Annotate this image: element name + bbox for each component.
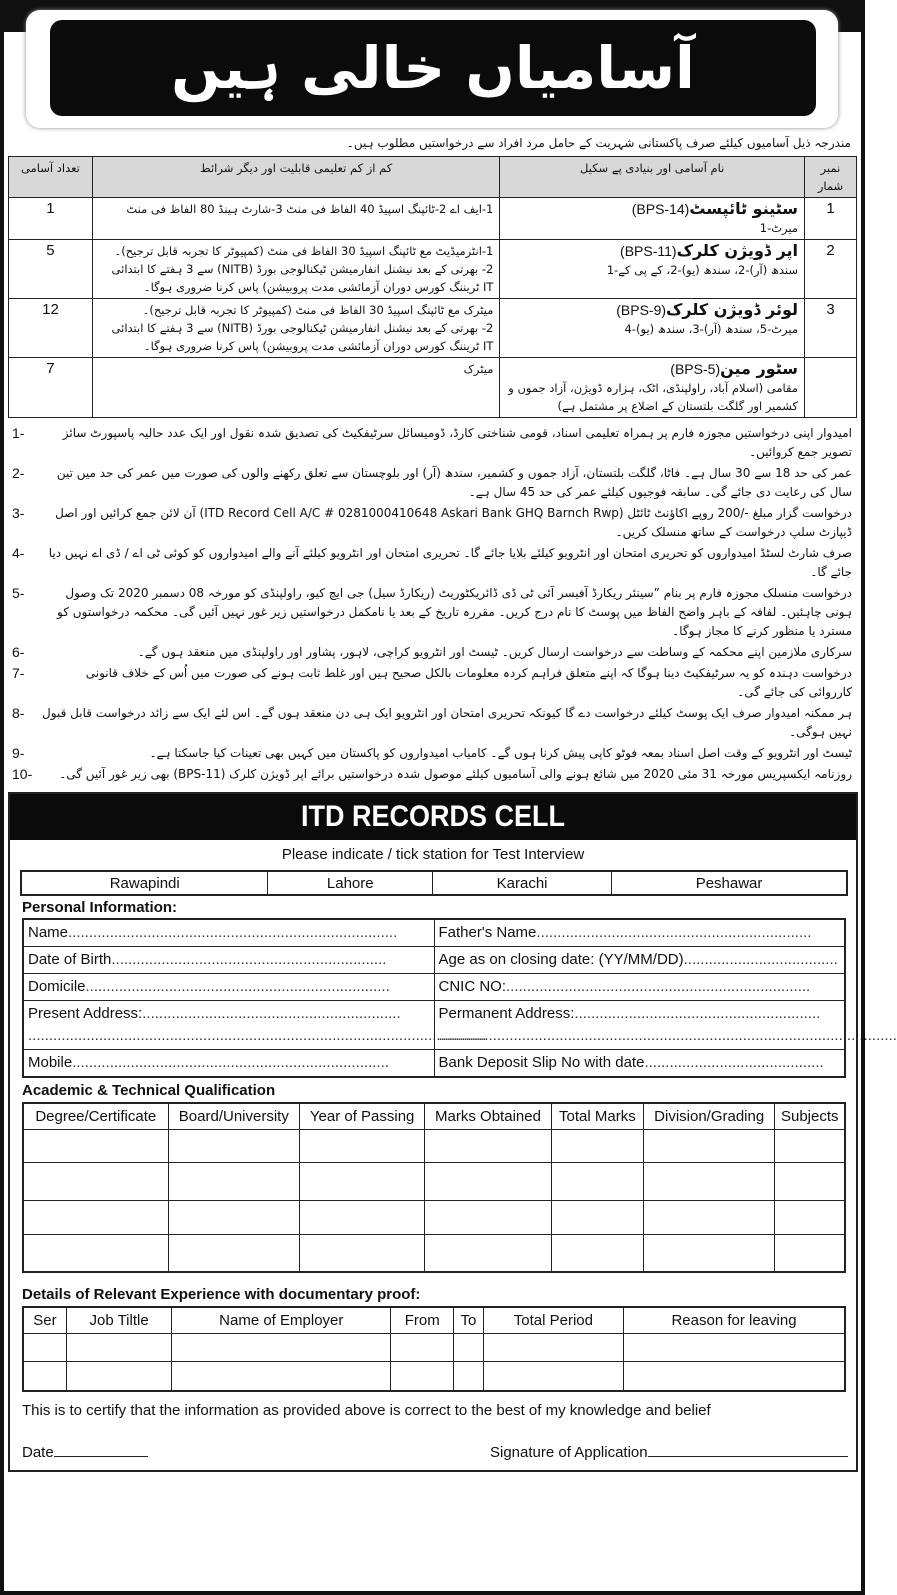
post-cell [500,198,805,240]
column-header: Board/University [168,1103,300,1129]
header-count: تعداد آسامی [9,157,93,198]
note-item [12,765,852,784]
field-label: Permanent Address: [438,1005,575,1022]
entry-cell[interactable] [483,1333,623,1361]
column-header: Total Period [483,1307,623,1333]
entry-cell[interactable] [23,1200,168,1234]
post-title-line [506,242,798,261]
note-text: ٹیسٹ اور انٹرویو کے وقت اصل اسناد بمعہ فوٹو کاپی پیش کرنا ہوں گے۔ کامیاب امیدواروں کو پاکستان میں کہیں بھی تعینات کیا جاسکتا ہے۔ [149,746,852,760]
entry-cell[interactable] [643,1129,775,1162]
post-title-line [506,200,798,219]
post-quota: میرٹ-5، سندھ (آر)-3، سندھ (یو)-4 [624,322,799,336]
entry-cell[interactable] [168,1200,300,1234]
entry-cell[interactable] [23,1361,66,1391]
personal-field[interactable]: CNIC NO:......................................................................... [434,974,845,1001]
note-number: 10- [12,766,33,782]
personal-info-table [22,918,897,1078]
qualification-line: میٹرک مع ٹائپنگ اسپیڈ 30 الفاظ فی منٹ (کمپیوٹر کا تجربہ قابل ترجیح)۔ [142,303,494,317]
post-count: 7 [9,358,93,418]
entry-cell[interactable] [775,1234,845,1272]
note-text: ہر ممکنہ امیدوار صرف ایک پوسٹ کیلئے درخواست دے گا کیونکہ تحریری امتحان اور انٹرویو ایک ہی دن منعقد ہوں گے۔ اس لئے ایک سے زائد درخواست قابل قبول نہیں ہوگی۔ [42,706,852,739]
personal-row [23,1050,845,1078]
serial-number: 2 [805,240,857,299]
entry-cell[interactable] [300,1129,425,1162]
note-text: درخواست گزار مبلغ -/200 روپے اکاؤنٹ ٹائٹل (ITD Record Cell A/C # 0281000410648 Askari Bank GHQ Barnch Rwp) آن لائن جمع کرائیں اور اصل ڈیپازٹ سلپ درخواست کے ساتھ منسلک کریں۔ [55,506,852,539]
note-number: 3- [12,505,25,521]
note-number: 1- [12,425,25,441]
station-option-lahore[interactable]: Lahore [268,871,433,895]
blank-row [23,1129,845,1162]
note-text: عمر کی حد 18 سے 30 سال ہے۔ فاٹا، گلگت بلتستان، آزاد جموں و کشمیر، سندھ (آر) اور بلوچستان سے تعلق رکھنے والوں کی صورت میں عمر کی حد میں تین سال کی رعایت دی جائے گی۔ سابقہ فوجیوں کیلئے عمر کی حد 45 سال ہے۔ [56,466,852,499]
column-header: Year of Passing [300,1103,425,1129]
entry-cell[interactable] [454,1333,483,1361]
station-option-rawapindi[interactable]: Rawapindi [21,871,268,895]
station-option-karachi[interactable]: Karachi [433,871,612,895]
intro-text: مندرجہ ذیل آسامیوں کیلئے صرف پاکستانی شہریت کے حامل مرد افراد سے درخواستیں مطلوب ہیں۔ [346,136,851,150]
form-title: ITD RECORDS CELL [52,794,813,840]
personal-row [23,974,845,1001]
note-text: امیدوار اپنی درخواستیں مجوزہ فارم پر ہمراہ تعلیمی اسناد، قومی شناختی کارڈ، ڈومیسائل سرٹیفکیٹ کی تصدیق شدہ نقول اور ایک عدد حالیہ پاسپورٹ سائز تصویر جمع کروائیں۔ [62,426,852,459]
table-row [9,299,857,358]
post-quota: مقامی (اسلام آباد، راولپنڈی، اٹک، ہزارہ ڈویژن، آزاد جموں و کشمیر اور گلگت بلتستان کے اضلاع پر مشتمل ہے) [508,381,799,413]
post-title-line [506,360,798,379]
column-header: Job Tiltle [66,1307,171,1333]
station-prompt: Please indicate / tick station for Test Interview [281,846,585,863]
qualification-cell [92,358,499,418]
qualification-cell [92,198,499,240]
notes-list [12,424,852,784]
entry-cell[interactable] [483,1361,623,1391]
signature-label: Signature of Application [490,1444,648,1461]
personal-field[interactable]: Present Address:.............................................................. .............................................................................................................. [23,1001,434,1050]
note-item [12,664,852,702]
post-cell [500,358,805,418]
note-text: درخواست دہندہ کو یہ سرٹیفکیٹ دینا ہوگا کہ اپنے متعلق فراہم کردہ معلومات بالکل صحیح ہیں اور غلط ثابت ہونے کی صورت میں اُس کے خلاف قانونی کارروائی کی جائے گی۔ [85,666,852,699]
qualification-line: 1-انٹرمیڈیٹ مع ٹائپنگ اسپیڈ 30 الفاظ فی منٹ (کمپیوٹر کا تجربہ قابل ترجیح)۔ [114,244,494,258]
note-text: درخواست منسلک مجوزہ فارم پر بنام ”سینئر ریکارڈ آفیسر آئی ٹی ڈی ڈائریکٹوریٹ (ریکارڈ سیل) جی ایچ کیو، راولپنڈی کو مورخہ 08 دسمبر 2020 تک وصول ہونی چاہئیں۔ لفافہ کے باہر واضح الفاظ میں پوسٹ کا نام درج کریں۔ مقررہ تاریخ کے بعد یا نامکمل درخواستیں زیر غور نہیں آئیں گی۔ محکمہ درخواستوں کو مسترد یا منظور کرنے کا مجاز ہوگا۔ [57,586,852,638]
experience-table [22,1306,846,1392]
certify-text: This is to certify that the information as provided above is correct to the best of my knowledge and belief [22,1402,711,1419]
application-form [8,792,897,1472]
entry-cell[interactable] [23,1129,168,1162]
serial-number: 3 [805,299,857,358]
blank-row [23,1361,845,1391]
serial-number: 1 [805,198,857,240]
qualification-line: 1-ایف اے 2-ٹائپنگ اسپیڈ 40 الفاظ فی منٹ 3-شارٹ ہینڈ 80 الفاظ فی منٹ [126,202,494,216]
entry-cell[interactable] [425,1129,552,1162]
post-title-line [506,301,798,320]
field-label: CNIC NO: [438,978,506,995]
entry-cell[interactable] [23,1162,168,1200]
column-header: Ser [23,1307,66,1333]
entry-cell[interactable] [168,1129,300,1162]
post-title: اپر ڈویژن کلرک [676,241,799,260]
header-qualification: کم از کم تعلیمی قابلیت اور دیگر شرائط [92,157,499,198]
note-number: 2- [12,465,25,481]
entry-cell[interactable] [66,1333,171,1361]
column-header: Name of Employer [172,1307,391,1333]
date-label: Date [22,1444,54,1461]
entry-cell[interactable] [775,1200,845,1234]
station-table [20,870,848,896]
note-item [12,544,852,582]
entry-cell[interactable] [168,1162,300,1200]
entry-cell[interactable] [391,1361,454,1391]
personal-field[interactable]: Bank Deposit Slip No with date........................................... [434,1050,845,1078]
note-number: 5- [12,585,25,601]
qualification-cell [92,240,499,299]
post-title: سٹور مین [720,359,799,378]
post-count: 1 [9,198,93,240]
entry-cell[interactable] [775,1129,845,1162]
note-item [12,704,852,742]
entry-cell[interactable] [775,1162,845,1200]
note-item [12,643,852,662]
entry-cell[interactable] [454,1361,483,1391]
note-text: سرکاری ملازمین اپنے محکمہ کے وساطت سے درخواست ارسال کریں۔ ٹیسٹ اور انٹرویو کراچی، لاہور، پشاور اور راولپنڈی میں منعقد ہوں گے۔ [137,645,852,659]
post-bps: (BPS-14) [631,201,690,217]
header-row [23,1307,845,1333]
column-header: Subjects [775,1103,845,1129]
entry-cell[interactable] [551,1200,643,1234]
personal-row [23,1001,845,1050]
qualification-cell [92,299,499,358]
note-item [12,744,852,763]
vacancies-table [8,156,857,418]
column-header: From [391,1307,454,1333]
post-count: 5 [9,240,93,299]
post-cell [500,299,805,358]
entry-cell[interactable] [551,1234,643,1272]
entry-cell[interactable] [643,1234,775,1272]
personal-field[interactable]: Mobile............................................................................ [23,1050,434,1078]
academic-label: Academic & Technical Qualification [22,1082,276,1099]
note-number: 7- [12,665,25,681]
entry-cell[interactable] [168,1234,300,1272]
note-number: 9- [12,745,25,761]
field-label: Present Address: [28,1005,143,1022]
personal-row [23,947,845,974]
field-label: Date of Birth [28,951,112,968]
column-header: Reason for leaving [624,1307,845,1333]
header-row [23,1103,845,1129]
qualification-line: 2- بھرتی کے بعد نیشنل انفارمیشن ٹیکنالوجی بورڈ (NITB) سے 3 ہفتے کا ابتدائی IT ٹریننگ کورس دوران آزمائشی مدت پروبیشن) پاس کرنا ضروری ہوگا۔ [111,321,494,353]
column-header: To [454,1307,483,1333]
signature-field[interactable] [490,1444,848,1461]
entry-cell[interactable] [425,1234,552,1272]
note-number: 8- [12,705,25,721]
entry-cell[interactable] [551,1129,643,1162]
blank-row [23,1234,845,1272]
note-item [12,424,852,462]
qualification-line: 2- بھرتی کے بعد نیشنل انفارمیشن ٹیکنالوجی بورڈ (NITB) سے 3 ہفتے کا ابتدائی IT ٹریننگ کورس دوران آزمائشی مدت پروبیشن) پاس کرنا ضروری ہوگا۔ [111,262,494,294]
qualification-line: میٹرک [463,362,494,376]
page-title: آسامیاں خالی ہیں [50,20,816,116]
entry-cell[interactable] [643,1162,775,1200]
personal-field[interactable]: Age as on closing date: (YY/MM/DD)..................................... [434,947,845,974]
note-number: 4- [12,545,25,561]
table-row [9,198,857,240]
field-label: Age as on closing date: (YY/MM/DD) [438,951,684,968]
field-label: Bank Deposit Slip No with date [438,1054,645,1071]
entry-cell[interactable] [425,1200,552,1234]
note-text: صرف شارٹ لسٹڈ امیدواروں کو تحریری امتحان اور انٹرویو کیلئے بلایا جائے گا۔ تحریری امتحان اور انٹرویو کیلئے آنے والے امیدواروں کو کوئی ٹی اے / ڈی اے نہیں دیا جائے گا۔ [48,546,852,579]
note-item [12,584,852,641]
blank-row [23,1200,845,1234]
entry-cell[interactable] [624,1361,845,1391]
header-serial: نمبر شمار [805,157,857,198]
entry-cell[interactable] [643,1200,775,1234]
field-label: Mobile [28,1054,73,1071]
blank-row [23,1162,845,1200]
entry-cell[interactable] [23,1333,66,1361]
post-bps: (BPS-9) [616,302,667,318]
entry-cell[interactable] [425,1162,552,1200]
entry-cell[interactable] [391,1333,454,1361]
entry-cell[interactable] [172,1333,391,1361]
entry-cell[interactable] [300,1162,425,1200]
table-row [9,240,857,299]
note-item [12,464,852,502]
entry-cell[interactable] [66,1361,171,1391]
table-row [9,358,857,418]
column-header: Division/Grading [643,1103,775,1129]
field-label: Domicile [28,978,86,995]
entry-cell[interactable] [23,1234,168,1272]
entry-cell[interactable] [624,1333,845,1361]
serial-number [805,358,857,418]
entry-cell[interactable] [172,1361,391,1391]
blank-row [23,1333,845,1361]
post-quota: میرٹ-1 [759,221,799,235]
personal-field[interactable]: Father's Name.................................................................. [434,919,845,947]
entry-cell[interactable] [300,1234,425,1272]
field-label: Father's Name [438,924,537,941]
note-item [12,504,852,542]
post-title: سٹینو ٹائپسٹ [689,199,799,218]
personal-row [23,919,845,947]
post-count: 12 [9,299,93,358]
post-bps: (BPS-5) [670,361,721,377]
personal-field[interactable]: Date of Birth.................................................................. [23,947,434,974]
personal-info-label: Personal Information: [22,899,178,916]
post-bps: (BPS-11) [620,243,677,259]
post-title: لوئر ڈویژن کلرک [666,300,799,319]
column-header: Degree/Certificate [23,1103,168,1129]
date-field[interactable] [22,1444,148,1461]
entry-cell[interactable] [300,1200,425,1234]
personal-field[interactable]: Domicile......................................................................... [23,974,434,1001]
entry-cell[interactable] [551,1162,643,1200]
note-text: روزنامہ ایکسپریس مورخہ 31 مئی 2020 میں شائع ہونے والی آسامیوں کیلئے موصول شدہ درخواستیں برائے اپر ڈویژن کلرک (BPS-11) بھی زیر غور آئیں گی۔ [59,767,852,781]
column-header: Marks Obtained [425,1103,552,1129]
post-cell [500,240,805,299]
academic-table [22,1102,846,1273]
experience-label: Details of Relevant Experience with documentary proof: [22,1286,421,1303]
header-post: نام آسامی اور بنیادی پے سکیل [500,157,805,198]
note-number: 6- [12,644,25,660]
personal-field[interactable]: Permanent Address:........................................................... .............................................................................................................. [434,1001,845,1050]
personal-field[interactable]: Name............................................................................... [23,919,434,947]
column-header: Total Marks [551,1103,643,1129]
field-label: Name [28,924,69,941]
post-quota: سندھ (آر)-2، سندھ (یو)-2، کے پی کے-1 [606,263,799,277]
station-option-peshawar[interactable]: Peshawar [612,871,847,895]
